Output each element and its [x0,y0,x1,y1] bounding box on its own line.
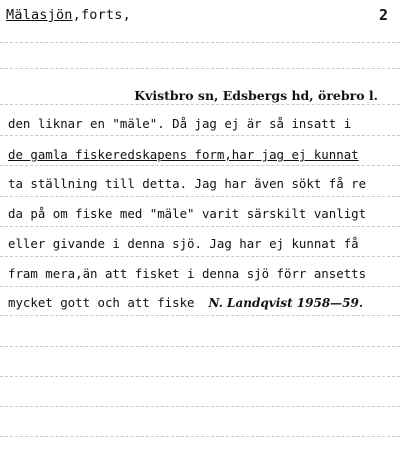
ruled-line [0,315,400,316]
ruled-line [0,165,400,166]
text-line: den liknar en "mäle". Då jag ej är så insatt i [8,116,352,131]
ruled-line [0,68,400,69]
ruled-line [0,135,400,136]
text-line: fram mera,än att fisket i denna sjö förr ansetts [8,266,367,281]
heading-place: Mälasjön [6,7,73,23]
ruled-line [0,406,400,407]
ruled-line [0,346,400,347]
signature: N. Landqvist 1958—59. [208,296,364,310]
ruled-line [0,286,400,287]
ruled-line [0,376,400,377]
card-heading [6,7,131,23]
ruled-line [0,436,400,437]
ruled-line [0,42,400,43]
page-number: 2 [378,6,388,24]
text-line: da på om fiske med "mäle" varit särskilt vanligt [8,206,367,221]
ruled-line [0,196,400,197]
location-label: Kvistbro sn, Edsbergs hd, örebro l. [134,88,378,103]
ruled-line [0,104,400,105]
text-line: de gamla fiskeredskapens form,har jag ej kunnat [8,147,359,162]
text-line-content: mycket gott och att fiske [8,295,195,310]
ruled-line [0,256,400,257]
heading-suffix: ,forts, [72,7,131,23]
text-line: ta ställning till detta. Jag har även sökt få re [8,176,367,191]
text-line [8,295,363,310]
ruled-line [0,226,400,227]
text-line: eller givande i denna sjö. Jag har ej kunnat få [8,236,359,251]
